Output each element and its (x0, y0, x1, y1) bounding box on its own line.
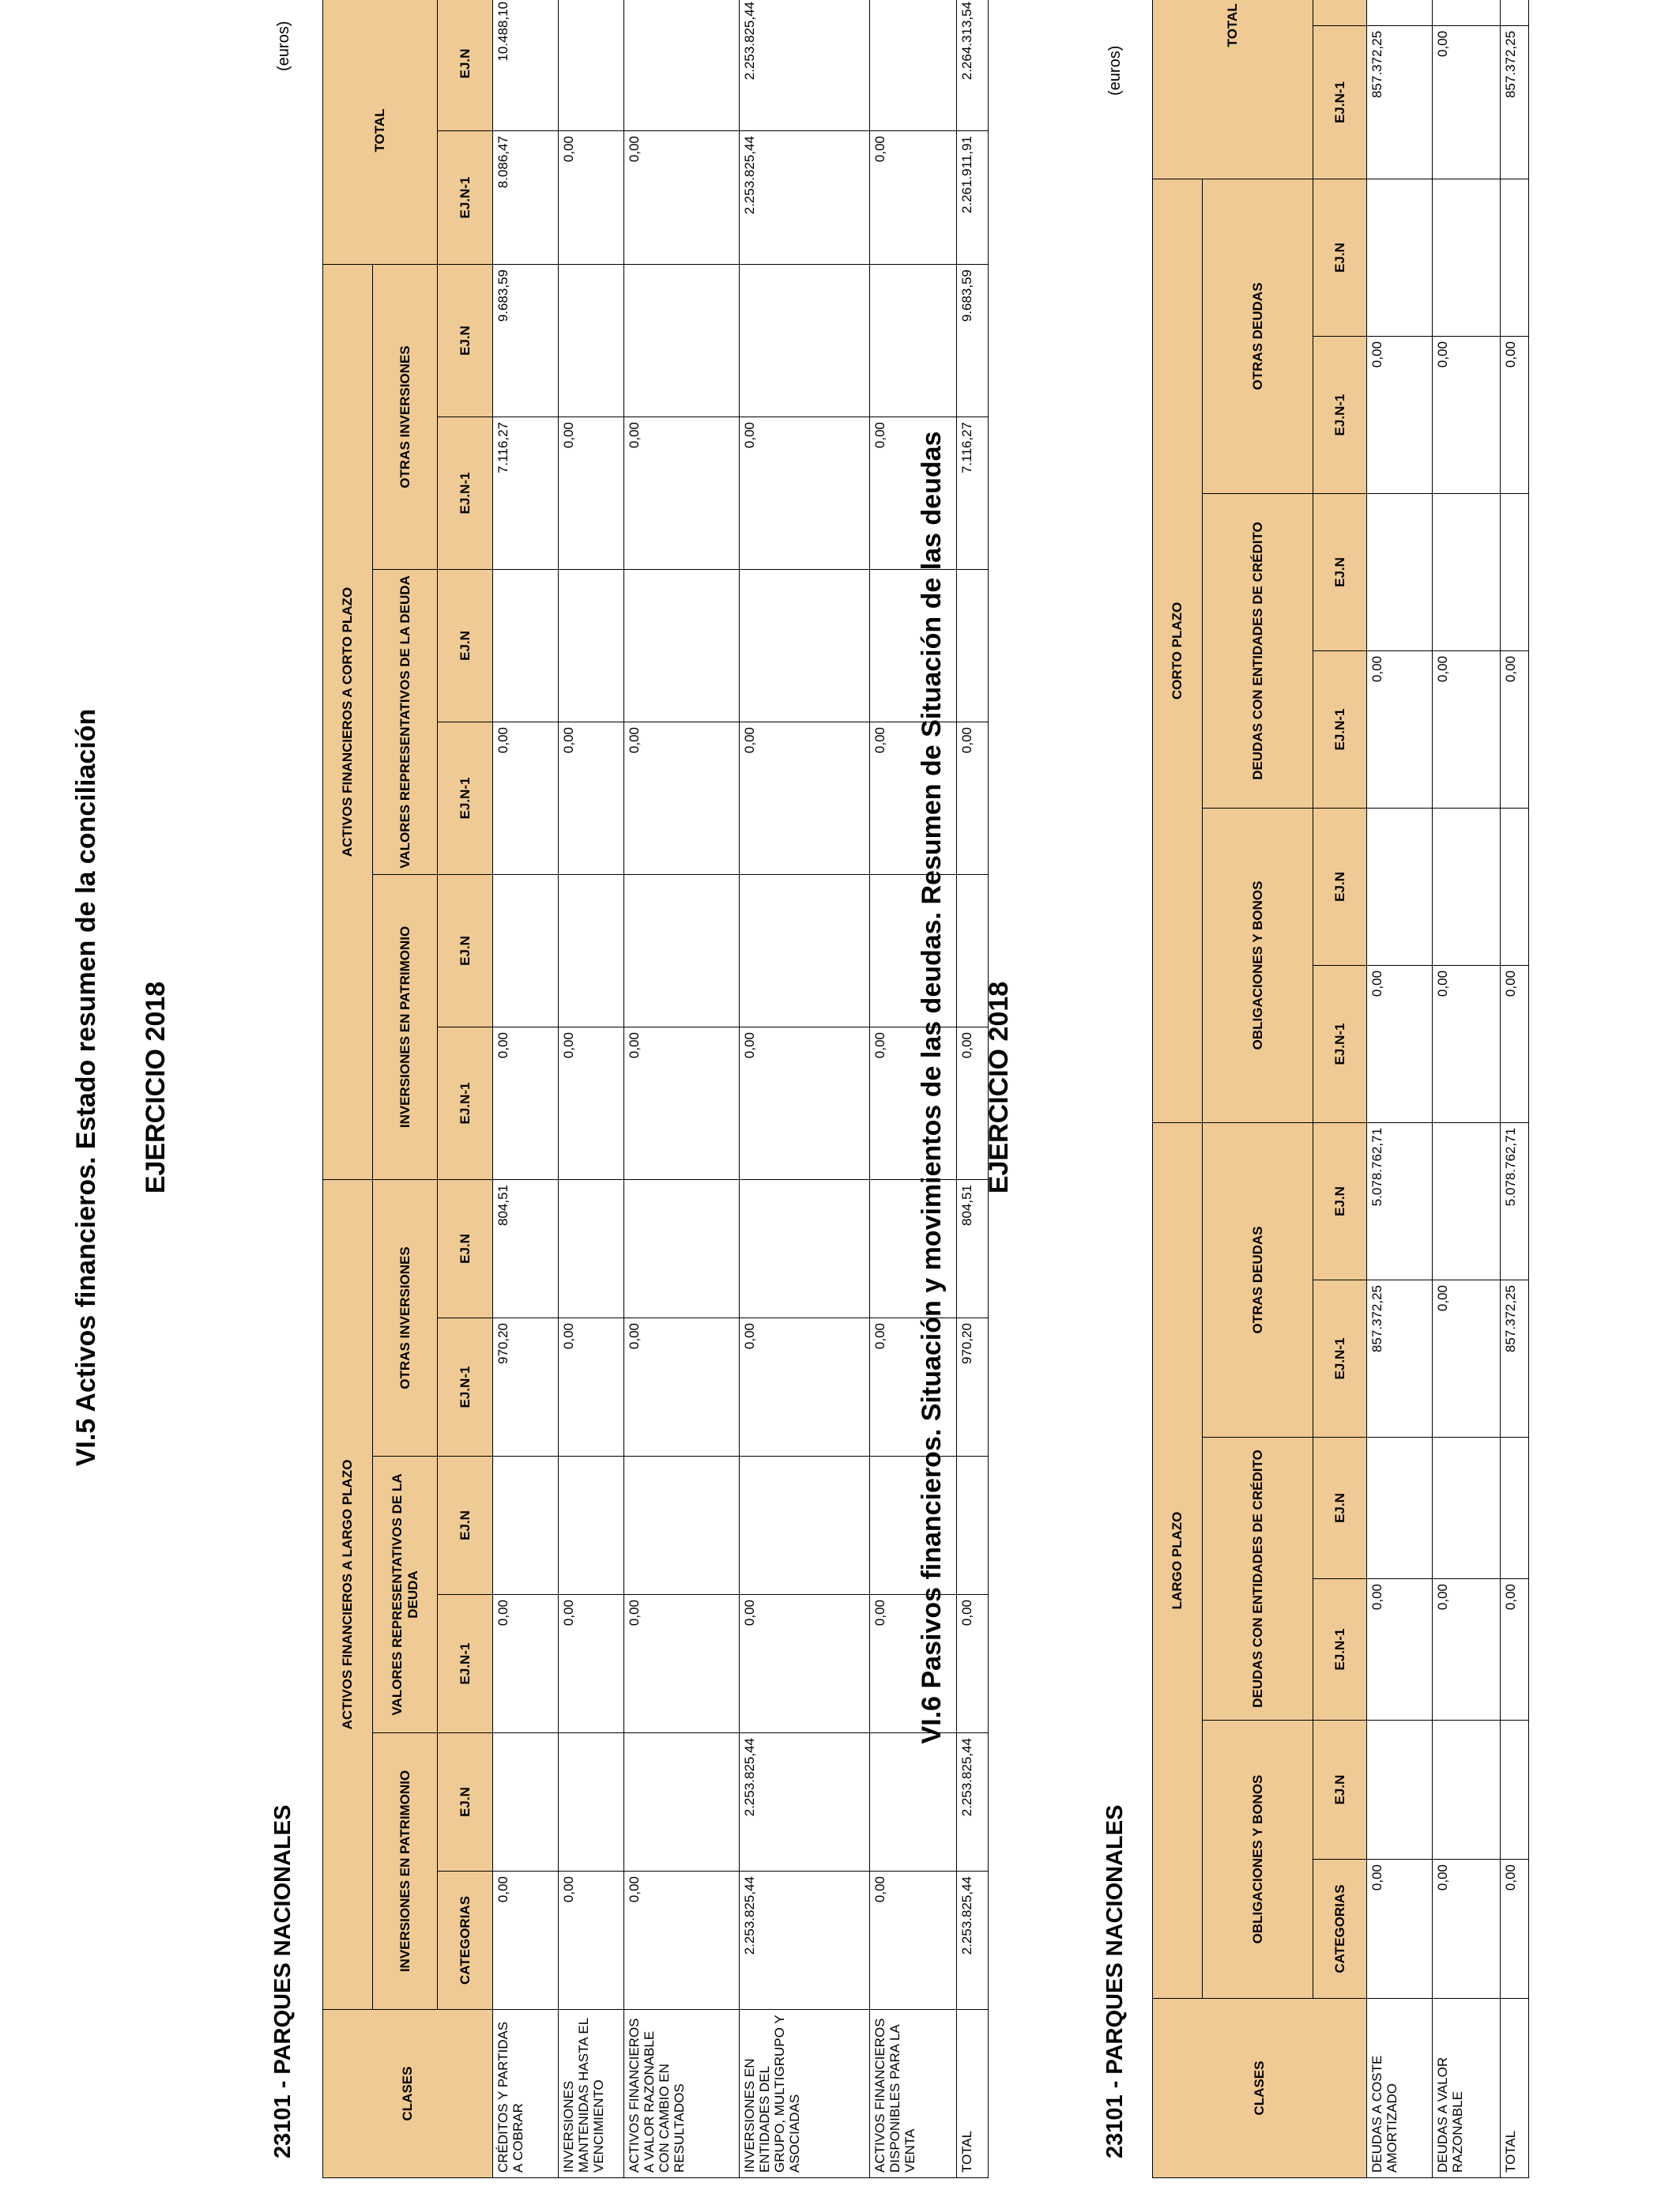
s5-header-lp-group-3: OTRAS INVERSIONES (373, 1179, 438, 1456)
s6-value-cell (1433, 1721, 1501, 1860)
s6-value-cell: 5.078.762,71 (1501, 1122, 1529, 1280)
s5-value-cell (957, 1457, 989, 1595)
s5-value-cell: 9.683,59 (957, 264, 989, 417)
s5-header-largo-plazo: ACTIVOS FINANCIEROS A LARGO PLAZO (323, 1179, 373, 2009)
s6-value-cell (1367, 179, 1433, 336)
s5-header-ej-n-col-9: EJ.N (438, 569, 493, 722)
s6-header-lp-group-3: OTRAS DEUDAS (1203, 1122, 1313, 1437)
s6-header-total: TOTAL (1153, 0, 1313, 179)
s5-value-cell (559, 0, 624, 130)
s6-total-row (1501, 0, 1529, 2178)
s5-category-label: CRÉDITOS Y PARTIDAS A COBRAR (493, 2010, 559, 2178)
s6-header-ej-n-col-3: EJ.N (1313, 1438, 1367, 1579)
s6-header-lp-group-1: OBLIGACIONES Y BONOS (1203, 1721, 1313, 1999)
s5-value-cell: 7.116,27 (493, 417, 559, 569)
s6-value-cell: 0,00 (1501, 336, 1529, 493)
s6-value-cell (1501, 179, 1529, 336)
s5-value-cell: 0,00 (870, 130, 957, 264)
s5-value-cell (624, 874, 740, 1027)
s6-category-label: DEUDAS A VALOR RAZONABLE (1433, 1999, 1501, 2178)
s5-value-cell: 0,00 (957, 722, 989, 874)
s5-value-cell (559, 1457, 624, 1595)
s5-value-cell: 2.253.825,44 (957, 1872, 989, 2010)
s6-value-cell (1367, 808, 1433, 965)
s5-value-cell: 0,00 (957, 1027, 989, 1179)
s5-header-clases: CLASES (323, 2010, 493, 2178)
s5-title: VI.5 Activos financieros. Estado resumen de la conciliación (71, 708, 101, 1467)
s6-value-cell: 0,00 (1501, 650, 1529, 808)
s6-value-cell (1433, 493, 1501, 650)
s6-value-cell (1433, 179, 1501, 336)
s5-value-cell: 0,00 (559, 722, 624, 874)
s6-table-row (1433, 0, 1501, 2178)
s6-category-label: TOTAL (1501, 1999, 1529, 2178)
s5-value-cell: 970,20 (957, 1318, 989, 1457)
s5-header-ej-n-1-col-8: EJ.N-1 (438, 722, 493, 874)
s6-value-cell: 857.372,25 (1367, 25, 1433, 179)
s6-header-cp-group-1: OBLIGACIONES Y BONOS (1203, 808, 1313, 1122)
s5-header-ej-n-1-col-2: EJ.N-1 (438, 1595, 493, 1733)
s5-value-cell: 0,00 (624, 1027, 740, 1179)
s6-value-cell: 0,00 (1501, 1579, 1529, 1721)
s5-header-cp-group-2: VALORES REPRESENTATIVOS DE LA DEUDA (373, 569, 438, 874)
s6-value-cell (1367, 1721, 1433, 1860)
s5-value-cell (624, 0, 740, 130)
s5-header-cp-group-3: OTRAS INVERSIONES (373, 264, 438, 569)
s6-value-cell (1367, 0, 1433, 25)
s6-header-lp-group-2: DEUDAS CON ENTIDADES DE CRÉDITO (1203, 1438, 1313, 1721)
s5-value-cell: 0,00 (870, 417, 957, 569)
s5-header-lp-group-1: INVERSIONES EN PATRIMONIO (373, 1733, 438, 2010)
s5-value-cell: 8.086,47 (493, 130, 559, 264)
s5-value-cell (624, 1179, 740, 1318)
s6-header-ej-n-col-7: EJ.N (1313, 808, 1367, 965)
s5-value-cell: 804,51 (493, 1179, 559, 1318)
s6-value-cell: 0,00 (1433, 1280, 1501, 1438)
s5-category-label: INVERSIONES EN ENTIDADES DEL GRUPO, MULTIGRUPO Y ASOCIADAS (740, 2010, 870, 2178)
s6-entity: 23101 - PARQUES NACIONALES (1102, 1804, 1128, 2158)
s5-value-cell (870, 0, 957, 130)
s5-value-cell: 0,00 (740, 1318, 870, 1457)
s5-header-total: TOTAL (323, 0, 438, 264)
s6-header-ej-n-1-col-8: EJ.N-1 (1313, 650, 1367, 808)
s5-header-corto-plazo: ACTIVOS FINANCIEROS A CORTO PLAZO (323, 264, 373, 1179)
s5-value-cell: 2.253.825,44 (957, 1733, 989, 1872)
s5-value-cell: 0,00 (559, 130, 624, 264)
s5-value-cell (559, 264, 624, 417)
s5-category-label: ACTIVOS FINANCIEROS DISPONIBLES PARA LA VENTA (870, 2010, 957, 2178)
s6-value-cell: 5.078.762,71 (1367, 1122, 1433, 1280)
s5-value-cell: 0,00 (559, 417, 624, 569)
s5-value-cell: 0,00 (740, 1595, 870, 1733)
s5-value-cell: 0,00 (624, 1595, 740, 1733)
s5-header-ej-n-1-col-10: EJ.N-1 (438, 417, 493, 569)
s5-table-row (559, 0, 624, 2178)
s5-value-cell: 10.488,10 (493, 0, 559, 130)
s6-value-cell: 0,00 (1367, 1579, 1433, 1721)
s5-value-cell: 0,00 (870, 1595, 957, 1733)
s5-value-cell: 2.253.825,44 (740, 1733, 870, 1872)
s5-value-cell: 0,00 (740, 722, 870, 874)
s6-value-cell: 857.372,25 (1501, 25, 1529, 179)
s5-value-cell (559, 874, 624, 1027)
s5-table (322, 0, 989, 2178)
s5-value-cell (740, 264, 870, 417)
s6-value-cell: 0,00 (1433, 650, 1501, 808)
s5-header-ej-n-col-11: EJ.N (438, 264, 493, 417)
s5-value-cell: 0,00 (740, 1027, 870, 1179)
s5-value-cell: 0,00 (870, 1872, 957, 2010)
s6-unit: (euros) (1106, 45, 1124, 96)
s6-value-cell: 0,00 (1433, 1860, 1501, 1999)
s6-header-ej-n-1-col-2: EJ.N-1 (1313, 1579, 1367, 1721)
s6-header-ej-n-1-col-6: EJ.N-1 (1313, 965, 1367, 1122)
s5-header-ej-n-1-col-12: EJ.N-1 (438, 130, 493, 264)
s6-value-cell: 0,00 (1433, 965, 1501, 1122)
s6-value-cell (1367, 493, 1433, 650)
s5-value-cell: 0,00 (559, 1027, 624, 1179)
s5-value-cell: 7.116,27 (957, 417, 989, 569)
s5-value-cell: 9.683,59 (493, 264, 559, 417)
s5-value-cell: 0,00 (493, 1595, 559, 1733)
s6-header-corto-plazo: CORTO PLAZO (1153, 179, 1203, 1122)
s5-category-label: TOTAL (957, 2010, 989, 2178)
s6-value-cell (1501, 1721, 1529, 1860)
s6-header-ej-n-1-col-12: EJ.N-1 (1313, 25, 1367, 179)
s6-value-cell: 857.372,25 (1367, 1280, 1433, 1438)
s6-value-cell (1433, 1122, 1501, 1280)
s5-value-cell (624, 1733, 740, 1872)
s6-value-cell (1501, 1438, 1529, 1579)
s5-entity: 23101 - PARQUES NACIONALES (270, 1804, 296, 2158)
s5-value-cell: 0,00 (624, 722, 740, 874)
s5-value-cell (740, 569, 870, 722)
s5-value-cell: 0,00 (624, 1872, 740, 2010)
s6-header-ej-n-1-col-10: EJ.N-1 (1313, 336, 1367, 493)
s5-header-ej-n-col-3: EJ.N (438, 1457, 493, 1595)
s6-value-cell: 0,00 (1367, 336, 1433, 493)
s5-value-cell (493, 1457, 559, 1595)
s5-value-cell (493, 874, 559, 1027)
s5-value-cell (493, 569, 559, 722)
s6-value-cell: 857.372,25 (1501, 1280, 1529, 1438)
s6-header-clases: CLASES (1153, 1999, 1367, 2178)
s6-table (1152, 0, 1529, 2178)
s5-value-cell: 0,00 (624, 417, 740, 569)
s5-value-cell: 0,00 (870, 722, 957, 874)
s6-value-cell (1501, 493, 1529, 650)
s6-table-row (1367, 0, 1433, 2178)
s5-value-cell: 0,00 (559, 1872, 624, 2010)
s6-year: EJERCICIO 2018 (984, 981, 1014, 1194)
s6-value-cell (1501, 808, 1529, 965)
s6-header-ej-n-col-1: EJ.N (1313, 1721, 1367, 1860)
s6-value-cell (1433, 1438, 1501, 1579)
s5-value-cell (493, 1733, 559, 1872)
s6-value-cell: 0,00 (1367, 1860, 1433, 1999)
s5-value-cell: 0,00 (957, 1595, 989, 1733)
s5-header-cp-group-1: INVERSIONES EN PATRIMONIO (373, 874, 438, 1179)
s5-value-cell (624, 264, 740, 417)
s6-header-ej-n-col-13 (1313, 0, 1367, 25)
s5-value-cell: 0,00 (624, 1318, 740, 1457)
s5-value-cell (559, 569, 624, 722)
s6-header-categorias: CATEGORIAS (1313, 1860, 1367, 1999)
s5-value-cell (624, 1457, 740, 1595)
s5-table-row (493, 0, 559, 2178)
s6-value-cell (1433, 0, 1501, 25)
s6-value-cell: 0,00 (1433, 336, 1501, 493)
s5-value-cell (740, 874, 870, 1027)
s5-value-cell: 0,00 (559, 1595, 624, 1733)
s6-header-cp-group-3: OTRAS DEUDAS (1203, 179, 1313, 493)
s5-value-cell: 2.261.911,91 (957, 130, 989, 264)
s6-header-ej-n-col-9: EJ.N (1313, 493, 1367, 650)
s6-category-label: DEUDAS A COSTE AMORTIZADO (1367, 1999, 1433, 2178)
s6-value-cell: 0,00 (1501, 965, 1529, 1122)
s5-value-cell: 2.253.825,44 (740, 130, 870, 264)
s6-value-cell (1367, 1438, 1433, 1579)
s5-value-cell: 2.253.825,44 (740, 1872, 870, 2010)
s5-value-cell: 0,00 (493, 1872, 559, 2010)
s5-header-ej-n-col-5: EJ.N (438, 1179, 493, 1318)
s5-value-cell (957, 569, 989, 722)
s6-value-cell: 0,00 (1501, 1860, 1529, 1999)
s5-value-cell (740, 1457, 870, 1595)
s5-category-label: INVERSIONES MANTENIDAS HASTA EL VENCIMIENTO (559, 2010, 624, 2178)
s5-header-ej-n-col-1: EJ.N (438, 1733, 493, 1872)
s5-header-ej-n-col-13: EJ.N (438, 0, 493, 130)
s6-value-cell (1501, 0, 1529, 25)
s5-value-cell (624, 569, 740, 722)
s6-header-ej-n-col-11: EJ.N (1313, 179, 1367, 336)
s5-category-label: ACTIVOS FINANCIEROS A VALOR RAZONABLE CON CAMBIO EN RESULTADOS (624, 2010, 740, 2178)
s5-value-cell: 0,00 (624, 130, 740, 264)
s5-table-row (624, 0, 740, 2178)
s6-title: VI.6 Pasivos financieros. Situación y movimientos de las deudas. Resumen de Situación de las deudas (917, 431, 947, 1744)
s5-value-cell: 2.253.825,44 (740, 0, 870, 130)
s5-header-ej-n-1-col-6: EJ.N-1 (438, 1027, 493, 1179)
s6-value-cell (1433, 808, 1501, 965)
s5-year: EJERCICIO 2018 (141, 981, 171, 1194)
s6-header-ej-n-1-col-4: EJ.N-1 (1313, 1280, 1367, 1438)
s5-value-cell (559, 1733, 624, 1872)
s5-unit: (euros) (275, 21, 292, 71)
s5-value-cell: 970,20 (493, 1318, 559, 1457)
s5-header-categorias: CATEGORIAS (438, 1872, 493, 2010)
s5-value-cell (740, 1179, 870, 1318)
s5-value-cell: 0,00 (559, 1318, 624, 1457)
s6-header-ej-n-col-5: EJ.N (1313, 1122, 1367, 1280)
s6-value-cell: 0,00 (1367, 965, 1433, 1122)
s6-value-cell: 0,00 (1433, 1579, 1501, 1721)
s6-header-largo-plazo: LARGO PLAZO (1153, 1122, 1203, 1998)
s5-value-cell: 0,00 (870, 1318, 957, 1457)
s5-value-cell: 2.264.313,54 (957, 0, 989, 130)
s6-value-cell: 0,00 (1433, 25, 1501, 179)
s5-value-cell (559, 1179, 624, 1318)
s5-header-lp-group-2: VALORES REPRESENTATIVOS DE LA DEUDA (373, 1457, 438, 1733)
s5-value-cell: 0,00 (740, 417, 870, 569)
s6-header-cp-group-2: DEUDAS CON ENTIDADES DE CRÉDITO (1203, 493, 1313, 808)
s5-table-row (740, 0, 870, 2178)
s6-value-cell: 0,00 (1367, 650, 1433, 808)
s5-header-ej-n-1-col-4: EJ.N-1 (438, 1318, 493, 1457)
s5-header-ej-n-col-7: EJ.N (438, 874, 493, 1027)
s5-value-cell (870, 264, 957, 417)
s5-value-cell: 0,00 (493, 1027, 559, 1179)
s5-value-cell (870, 1733, 957, 1872)
s5-value-cell: 0,00 (870, 1027, 957, 1179)
s5-value-cell: 0,00 (493, 722, 559, 874)
s5-value-cell: 804,51 (957, 1179, 989, 1318)
